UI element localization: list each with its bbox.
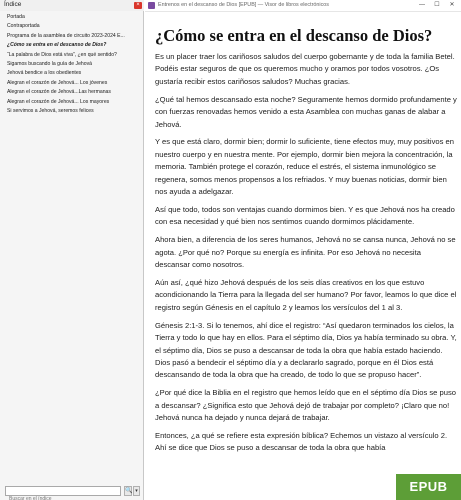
toc-item-jovenes[interactable]: Alegran el corazón de Jehová... Los jóvenes: [7, 79, 108, 86]
paragraph: Ahora bien, a diferencia de los seres humanos, Jehová no se cansa nunca, Jehová no se agota. ¿Por qué no? Porque su energía es infinita. Por eso Jehová no necesita descansar como nosotros.: [155, 235, 456, 270]
search-icon[interactable]: 🔍: [125, 488, 133, 494]
toc-item-obedientes[interactable]: Jehová bendice a los obedientes: [7, 70, 82, 77]
window-titlebar: [145, 0, 461, 12]
chapter-content: [155, 26, 457, 460]
toc-item-contraportada[interactable]: Contraportada: [7, 23, 40, 30]
chevron-down-icon[interactable]: ▾: [133, 486, 140, 496]
window-close-icon[interactable]: ✕: [449, 2, 455, 8]
index-panel: [0, 0, 144, 500]
index-panel-header: [0, 0, 144, 11]
toc-item-felices[interactable]: Si servimos a Jehová, seremos felices: [7, 107, 94, 114]
toc-item-guia-de-jehova[interactable]: Sigamos buscando la guía de Jehová: [7, 60, 92, 67]
toc-item-hermanas[interactable]: Alegran el corazón de Jehová...Las hermanas: [7, 89, 111, 96]
paragraph: ¿Por qué dice la Biblia en el registro que hemos leído que en el séptimo día Dios se puso a descansar? ¿Significa esto que Jehová dejó de trabajar por completo? ¡Claro que no! Jehová nunca ha dejado y nunca dejará de trabajar.: [155, 388, 456, 423]
paragraph: ¿Qué tal hemos descansado esta noche? Seguramente hemos dormido profundamente y con fuerzas renovadas hemos venido a esta Asamblea con muchas ganas de alabar a Jehová.: [155, 94, 457, 129]
paragraph: Entonces, ¿a qué se refiere esta expresión bíblica? Echemos un vistazo al versículo 2. Ahí se dice que Dios se puso a descansar de toda la obra que había: [155, 430, 448, 453]
minimize-icon[interactable]: —: [419, 2, 425, 8]
paragraph: Y es que está claro, dormir bien; dormir lo suficiente, tiene efectos muy, muy positivos en nuestro cuerpo y en nuestra mente. Por ejemplo, dormir bien mejora la concentración, la memoria. También protege el corazón, reduce el estrés, el sistema inmunológico se regenera, somos menos propensos a los refriados. Y muy buenas noticias, dormir bien nos ayuda a adelgazar.: [155, 137, 454, 197]
toc-item-mayores[interactable]: Alegran el corazón de Jehová... Los mayores: [7, 98, 110, 105]
table-of-contents: [0, 13, 143, 116]
paragraph: Génesis 2:1-3. Si lo tenemos, ahí dice el registro: “Así quedaron terminados los cielos, la Tierra y todo lo que hay en ellos. Para el séptimo día, Dios ya había terminado su obra. Y, el séptimo día, Dios se puso a descansar de toda la obra que había estado haciendo. Dios pasó a bendecir el séptimo día y a declararlo sagrado, porque en él Dios está descansando de toda la obra que ha creado, de todo lo que se propuso hacer”.: [155, 320, 457, 380]
paragraph: Es un placer traer los cariñosos saludos del cuerpo gobernante y de toda la familia Betel. Podéis estar seguros de que os queremos mucho y oramos por todos vosotros. ¿Os gustaría recibir estos cariñosos saludos? Muchas gracias.: [155, 52, 455, 86]
index-panel-title: Índice: [4, 1, 22, 8]
paragraph: Así que todo, todos son ventajas cuando dormimos bien. Y es que Jehová nos ha creado con esa necesidad y qué bien nos sentimos cuando dormimos plácidamente.: [155, 204, 455, 227]
toc-item-como-se-entra[interactable]: ¿Cómo se entra en el descanso de Dios?: [7, 42, 107, 49]
app-icon: [148, 2, 155, 9]
toc-item-palabra-de-dios[interactable]: “La palabra de Dios está viva”, ¿en qué sentido?: [7, 51, 117, 58]
toc-item-programa[interactable]: Programa de la asamblea de circuito 2023-2024 E...: [7, 32, 125, 39]
maximize-icon[interactable]: ☐: [434, 2, 440, 8]
chapter-title: ¿Cómo se entra en el descanso de Dios?: [155, 26, 433, 45]
toc-item-portada[interactable]: Portada: [7, 14, 25, 20]
paragraph: Aún así, ¿qué hizo Jehová después de los seis días creativos en los que estuvo acondicionando la Tierra para la llegada del ser humano? Por favor, leamos lo que dice el registro según Génesis en el capítulo 2 y leamos los versículos del 1 al 3.: [155, 278, 457, 312]
window-title: Entrenos en el descanso de Dios [EPUB] — Visor de libros electrónicos: [158, 2, 329, 8]
close-icon[interactable]: ×: [134, 2, 142, 9]
epub-badge: EPUB: [396, 474, 461, 500]
index-search-input[interactable]: [6, 495, 120, 500]
index-search-box: [5, 486, 121, 496]
reader-window: [145, 0, 461, 500]
